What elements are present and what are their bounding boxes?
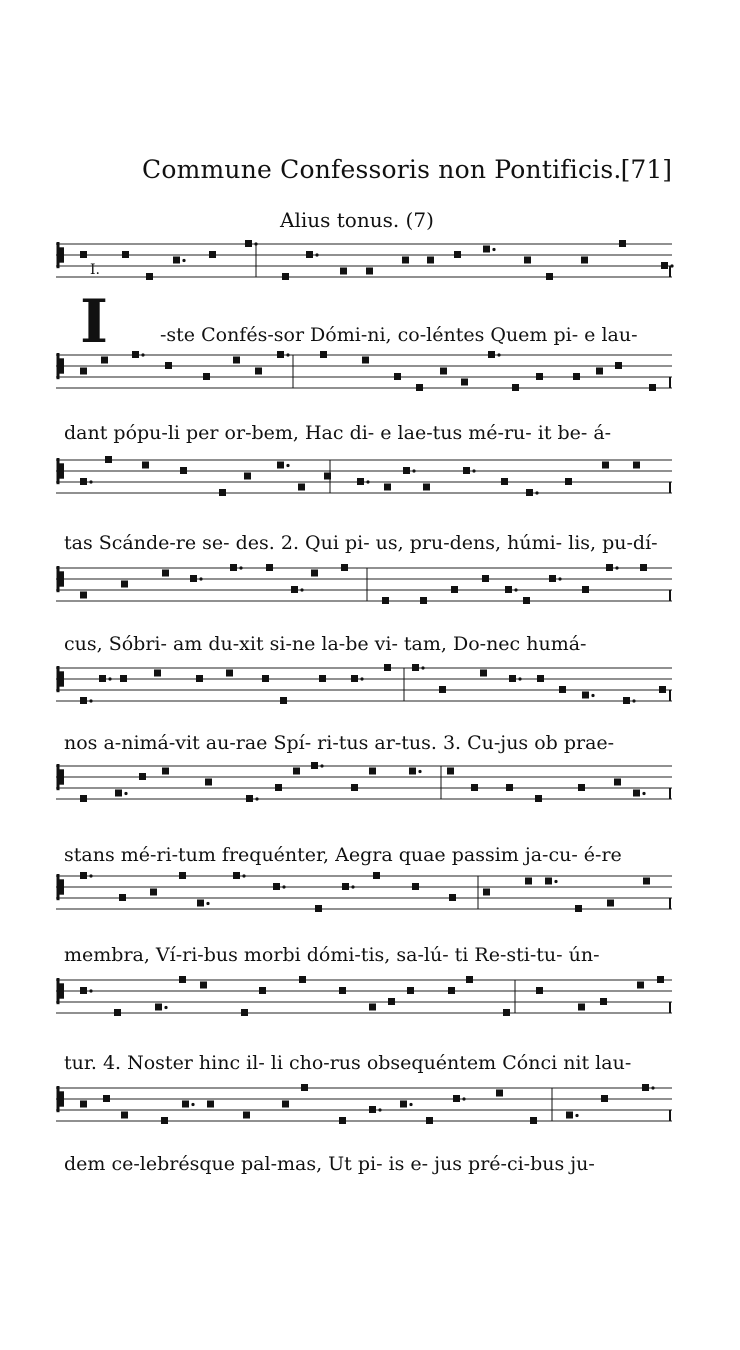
neume-note (369, 1106, 376, 1113)
neume-note (340, 268, 347, 275)
neume-note (273, 883, 280, 890)
neume-note (482, 575, 489, 582)
neume-note (299, 976, 306, 983)
neume-note (362, 357, 369, 364)
staff-system-8 (56, 972, 672, 1082)
punctum-dot (206, 902, 209, 905)
neume-note (255, 368, 262, 375)
punctum-dot (239, 566, 242, 569)
neume-note (454, 251, 461, 258)
neume-note (207, 1101, 214, 1108)
punctum-dot (418, 770, 421, 773)
staff-system-3 (56, 452, 672, 562)
neume-note (471, 784, 478, 791)
punctum-dot (286, 353, 289, 356)
punctum-dot (282, 885, 285, 888)
neume-note (80, 478, 87, 485)
neume-note (241, 1009, 248, 1016)
punctum-dot (409, 1103, 412, 1106)
punctum-dot (300, 588, 303, 591)
neume-note (282, 1101, 289, 1108)
neume-note (233, 872, 240, 879)
staff-system-2 (56, 347, 672, 457)
neume-note (382, 597, 389, 604)
neume-note (633, 790, 640, 797)
neume-note (659, 686, 666, 693)
neume-note (246, 795, 253, 802)
neume-note (277, 462, 284, 469)
neume-note (466, 976, 473, 983)
punctum-dot (366, 480, 369, 483)
neume-note (114, 1009, 121, 1016)
punctum-dot (255, 797, 258, 800)
neume-note (607, 900, 614, 907)
neume-note (320, 351, 327, 358)
punctum-dot (575, 1114, 578, 1117)
neume-note (420, 597, 427, 604)
neume-note (80, 1101, 87, 1108)
lyric-line-1: -ste Confés-sor Dómi-ni, co-léntes Quem pi- e lau- (160, 324, 638, 346)
neume-note (219, 489, 226, 496)
neume-note (319, 675, 326, 682)
lyric-line-4: cus, Sóbri- am du-xit si-ne la-be vi- tam, Do-nec humá- (64, 633, 587, 655)
punctum-dot (315, 253, 318, 256)
neume-note (369, 768, 376, 775)
neume-note (339, 1117, 346, 1124)
neume-note (400, 1101, 407, 1108)
staff-9 (56, 1080, 672, 1150)
neume-note (179, 976, 186, 983)
neume-note (132, 351, 139, 358)
lyric-line-7: membra, Ví-ri-bus morbi dómi-tis, sa-lú- ti Re-sti-tu- ún- (64, 944, 600, 966)
punctum-dot (651, 1086, 654, 1089)
neume-note (384, 484, 391, 491)
neume-note (581, 257, 588, 264)
punctum-dot (351, 885, 354, 888)
neume-note (536, 373, 543, 380)
staff-6 (56, 758, 672, 848)
neume-note (233, 357, 240, 364)
neume-note (182, 1101, 189, 1108)
neume-note (536, 987, 543, 994)
punctum-dot (535, 491, 538, 494)
punctum-dot (554, 880, 557, 883)
neume-note (155, 1004, 162, 1011)
neume-note (197, 900, 204, 907)
initial-letter: I (80, 287, 109, 357)
punctum-dot (360, 677, 363, 680)
neume-note (165, 362, 172, 369)
neume-note (162, 768, 169, 775)
neume-note (80, 795, 87, 802)
neume-note (306, 251, 313, 258)
neume-note (120, 675, 127, 682)
neume-note (582, 692, 589, 699)
neume-note (582, 586, 589, 593)
neume-note (537, 675, 544, 682)
neume-note (291, 586, 298, 593)
punctum-dot (492, 248, 495, 251)
neume-note (496, 1090, 503, 1097)
neume-note (351, 784, 358, 791)
neume-note (449, 894, 456, 901)
neume-note (121, 1112, 128, 1119)
neume-note (80, 251, 87, 258)
neume-note (196, 675, 203, 682)
punctum-dot (497, 353, 500, 356)
punctum-dot (89, 874, 92, 877)
punctum-dot (108, 677, 111, 680)
neume-note (266, 564, 273, 571)
punctum-dot (472, 469, 475, 472)
neume-note (526, 489, 533, 496)
neume-note (80, 592, 87, 599)
neume-note (575, 905, 582, 912)
neume-note (293, 768, 300, 775)
neume-note (373, 872, 380, 879)
punctum-dot (89, 989, 92, 992)
lyric-line-3: tas Scánde-re se- des. 2. Qui pi- us, pru-dens, húmi- lis, pu-dí- (64, 532, 658, 554)
neume-note (280, 697, 287, 704)
punctum-dot (514, 588, 517, 591)
neume-note (503, 1009, 510, 1016)
lyric-line-2: dant pópu-li per or-bem, Hac di- e lae-tus mé-ru- it be- á- (64, 422, 612, 444)
neume-note (203, 373, 210, 380)
neume-note (226, 670, 233, 677)
neume-note (99, 675, 106, 682)
neume-note (402, 257, 409, 264)
neume-note (545, 878, 552, 885)
neume-note (142, 462, 149, 469)
neume-note (573, 373, 580, 380)
neume-note (407, 987, 414, 994)
punctum-dot (642, 792, 645, 795)
neume-note (119, 894, 126, 901)
neume-note (80, 987, 87, 994)
punctum-dot (421, 666, 424, 669)
neume-note (657, 976, 664, 983)
punctum-dot (191, 1103, 194, 1106)
punctum-dot (164, 1006, 167, 1009)
staff-system-5 (56, 660, 672, 770)
punctum-dot (182, 259, 185, 262)
neume-note (512, 384, 519, 391)
neume-note (505, 586, 512, 593)
neume-note (565, 478, 572, 485)
neume-note (509, 675, 516, 682)
staff-5 (56, 660, 672, 730)
chant-subtitle: Alius tonus. (7) (280, 208, 434, 232)
neume-note (209, 251, 216, 258)
neume-note (180, 467, 187, 474)
neume-note (301, 1084, 308, 1091)
neume-note (369, 1004, 376, 1011)
neume-note (606, 564, 613, 571)
neume-note (451, 586, 458, 593)
neume-note (412, 883, 419, 890)
verse-number: I. (90, 262, 100, 278)
page-header (140, 155, 680, 195)
neume-note (461, 379, 468, 386)
neume-note (341, 564, 348, 571)
neume-note (205, 779, 212, 786)
neume-note (103, 1095, 110, 1102)
neume-note (447, 768, 454, 775)
staff-system-7 (56, 868, 672, 978)
neume-note (394, 373, 401, 380)
punctum-dot (558, 577, 561, 580)
neume-note (596, 368, 603, 375)
neume-note (173, 257, 180, 264)
punctum-dot (199, 577, 202, 580)
staff-7 (56, 868, 672, 938)
neume-note (483, 889, 490, 896)
staff-4 (56, 560, 672, 630)
punctum-dot (632, 699, 635, 702)
neume-note (523, 597, 530, 604)
neume-note (453, 1095, 460, 1102)
neume-note (615, 362, 622, 369)
neume-note (101, 357, 108, 364)
page-number: [71] (620, 155, 672, 184)
neume-note (139, 773, 146, 780)
punctum-dot (89, 699, 92, 702)
neume-note (412, 664, 419, 671)
neume-note (440, 368, 447, 375)
neume-note (259, 987, 266, 994)
neume-note (154, 670, 161, 677)
neume-note (535, 795, 542, 802)
punctum-dot (615, 566, 618, 569)
neume-note (506, 784, 513, 791)
neume-note (122, 251, 129, 258)
neume-note (277, 351, 284, 358)
neume-note (230, 564, 237, 571)
neume-note (601, 1095, 608, 1102)
neume-note (501, 478, 508, 485)
neume-note (578, 784, 585, 791)
neume-note (640, 564, 647, 571)
neume-note (525, 878, 532, 885)
neume-note (339, 987, 346, 994)
punctum-dot (242, 874, 245, 877)
neume-note (282, 273, 289, 280)
neume-note (80, 368, 87, 375)
neume-note (161, 1117, 168, 1124)
neume-note (483, 246, 490, 253)
neume-note (311, 762, 318, 769)
neume-note (80, 872, 87, 879)
neume-note (150, 889, 157, 896)
neume-note (351, 675, 358, 682)
neume-note (642, 1084, 649, 1091)
punctum-dot (89, 480, 92, 483)
staff-2 (56, 347, 672, 417)
staff-8 (56, 972, 672, 1052)
neume-note (614, 779, 621, 786)
neume-note (488, 351, 495, 358)
lyric-line-5: nos a-nimá-vit au-rae Spí- ri-tus ar-tus. 3. Cu-jus ob prae- (64, 732, 615, 754)
neume-note (105, 456, 112, 463)
punctum-dot (518, 677, 521, 680)
neume-note (244, 473, 251, 480)
neume-note (480, 670, 487, 677)
neume-note (559, 686, 566, 693)
neume-note (366, 268, 373, 275)
staff-system-9 (56, 1080, 672, 1190)
neume-note (643, 878, 650, 885)
punctum-dot (141, 353, 144, 356)
neume-note (384, 664, 391, 671)
neume-note (423, 484, 430, 491)
neume-note (311, 570, 318, 577)
neume-note (448, 987, 455, 994)
neume-note (190, 575, 197, 582)
neume-note (566, 1112, 573, 1119)
neume-note (243, 1112, 250, 1119)
neume-note (439, 686, 446, 693)
neume-note (602, 462, 609, 469)
neume-note (637, 982, 644, 989)
staff-system-1 (56, 236, 672, 356)
neume-note (262, 675, 269, 682)
neume-note (80, 697, 87, 704)
neume-note (426, 1117, 433, 1124)
lyric-line-8: tur. 4. Noster hinc il- li cho-rus obsequéntem Cónci nit lau- (64, 1052, 632, 1074)
neume-note (530, 1117, 537, 1124)
staff-system-4 (56, 560, 672, 670)
lyric-line-9: dem ce-lebrésque pal-mas, Ut pi- is e- jus pré-ci-bus ju- (64, 1153, 595, 1175)
punctum-dot (124, 792, 127, 795)
staff-3 (56, 452, 672, 522)
neume-note (275, 784, 282, 791)
punctum-dot (378, 1108, 381, 1111)
neume-note (146, 273, 153, 280)
staff-1 (56, 236, 672, 306)
neume-note (661, 262, 668, 269)
neume-note (179, 872, 186, 879)
neume-note (357, 478, 364, 485)
neume-note (649, 384, 656, 391)
neume-note (403, 467, 410, 474)
neume-note (315, 905, 322, 912)
punctum-dot (462, 1097, 465, 1100)
punctum-dot (591, 694, 594, 697)
neume-note (623, 697, 630, 704)
neume-note (388, 998, 395, 1005)
running-title: Commune Confessoris non Pontificis. (142, 155, 622, 184)
lyric-line-6: stans mé-ri-tum frequénter, Aegra quae passim ja-cu- é-re (64, 844, 622, 866)
punctum-dot (286, 464, 289, 467)
punctum-dot (412, 469, 415, 472)
neume-note (342, 883, 349, 890)
neume-note (416, 384, 423, 391)
neume-note (115, 790, 122, 797)
neume-note (162, 570, 169, 577)
neume-note (546, 273, 553, 280)
neume-note (600, 998, 607, 1005)
neume-note (549, 575, 556, 582)
neume-note (619, 240, 626, 247)
neume-note (633, 462, 640, 469)
neume-note (409, 768, 416, 775)
neume-note (427, 257, 434, 264)
neume-note (578, 1004, 585, 1011)
neume-note (245, 240, 252, 247)
neume-note (200, 982, 207, 989)
punctum-dot (320, 764, 323, 767)
neume-note (298, 484, 305, 491)
neume-note (463, 467, 470, 474)
neume-note (121, 581, 128, 588)
neume-note (524, 257, 531, 264)
